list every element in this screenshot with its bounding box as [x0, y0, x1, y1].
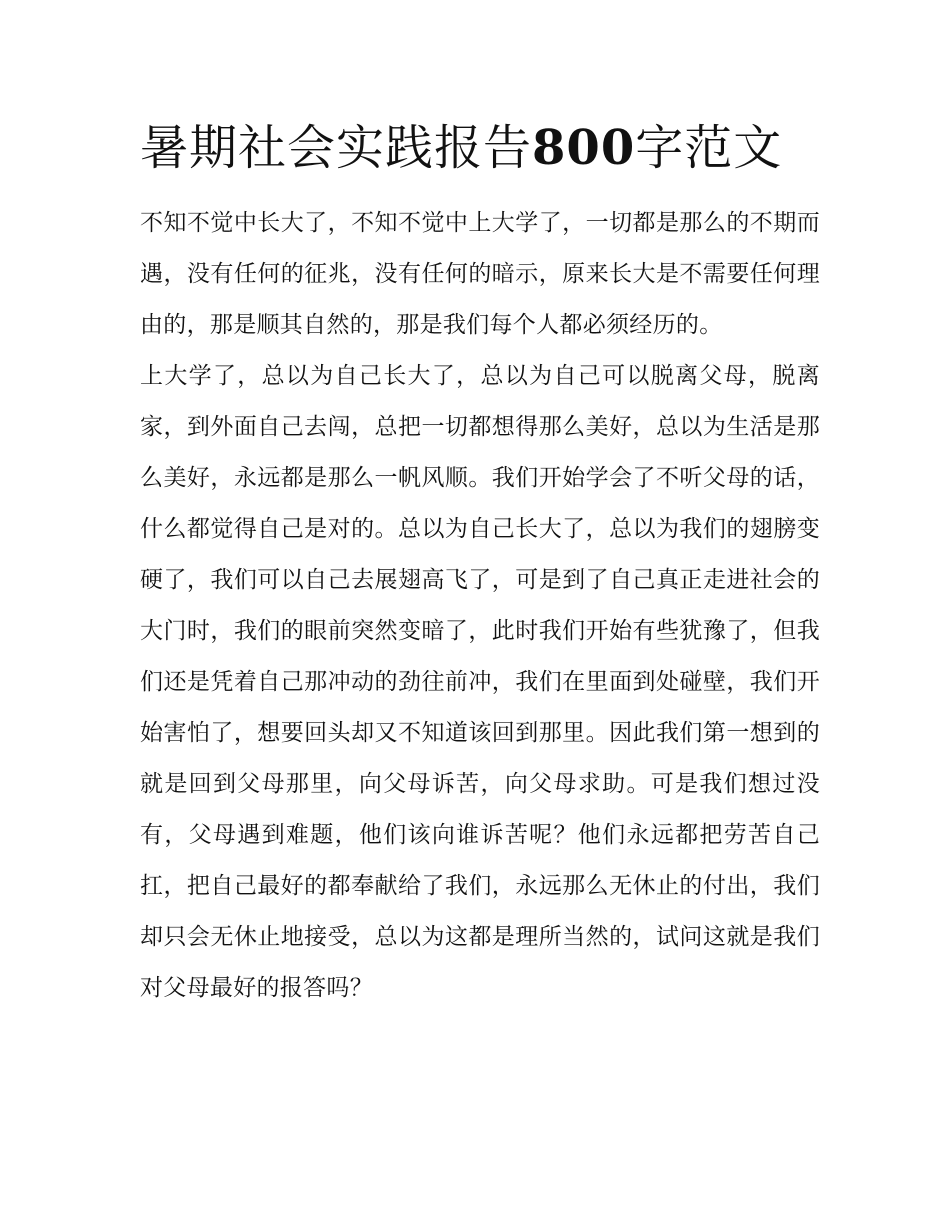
title-number: 800 — [532, 120, 636, 176]
document-body — [140, 198, 820, 1014]
paragraph-2: 上大学了，总以为自己长大了，总以为自己可以脱离父母，脱离家，到外面自己去闯，总把一切都想得那么美好，总以为生活是那么美好，永远都是那么一帆风顺。我们开始学会了不听父母的话，什么都觉得自己是对的。总以为自己长大了，总以为我们的翅膀变硬了，我们可以自己去展翅高飞了，可是到了自己真正走进社会的大门时，我们的眼前突然变暗了，此时我们开始有些犹豫了，但我们还是凭着自己那冲动的劲往前冲，我们在里面到处碰壁，我们开始害怕了，想要回头却又不知道该回到那里。因此我们第一想到的就是回到父母那里，向父母诉苦，向父母求助。可是我们想过没有，父母遇到难题，他们该向谁诉苦呢？他们永远都把劳苦自己扛，把自己最好的都奉献给了我们，永远那么无休止的付出，我们却只会无休止地接受，总以为这都是理所当然的，试问这就是我们对父母最好的报答吗？ — [140, 363, 820, 1001]
title-suffix: 字范文 — [635, 120, 783, 176]
page-title — [140, 112, 840, 184]
paragraph-1: 不知不觉中长大了，不知不觉中上大学了，一切都是那么的不期而遇，没有任何的征兆，没有任何的暗示，原来长大是不需要任何理由的，那是顺其自然的，那是我们每个人都必须经历的。 — [140, 210, 820, 338]
title-prefix: 暑期社会实践报告 — [140, 120, 533, 176]
